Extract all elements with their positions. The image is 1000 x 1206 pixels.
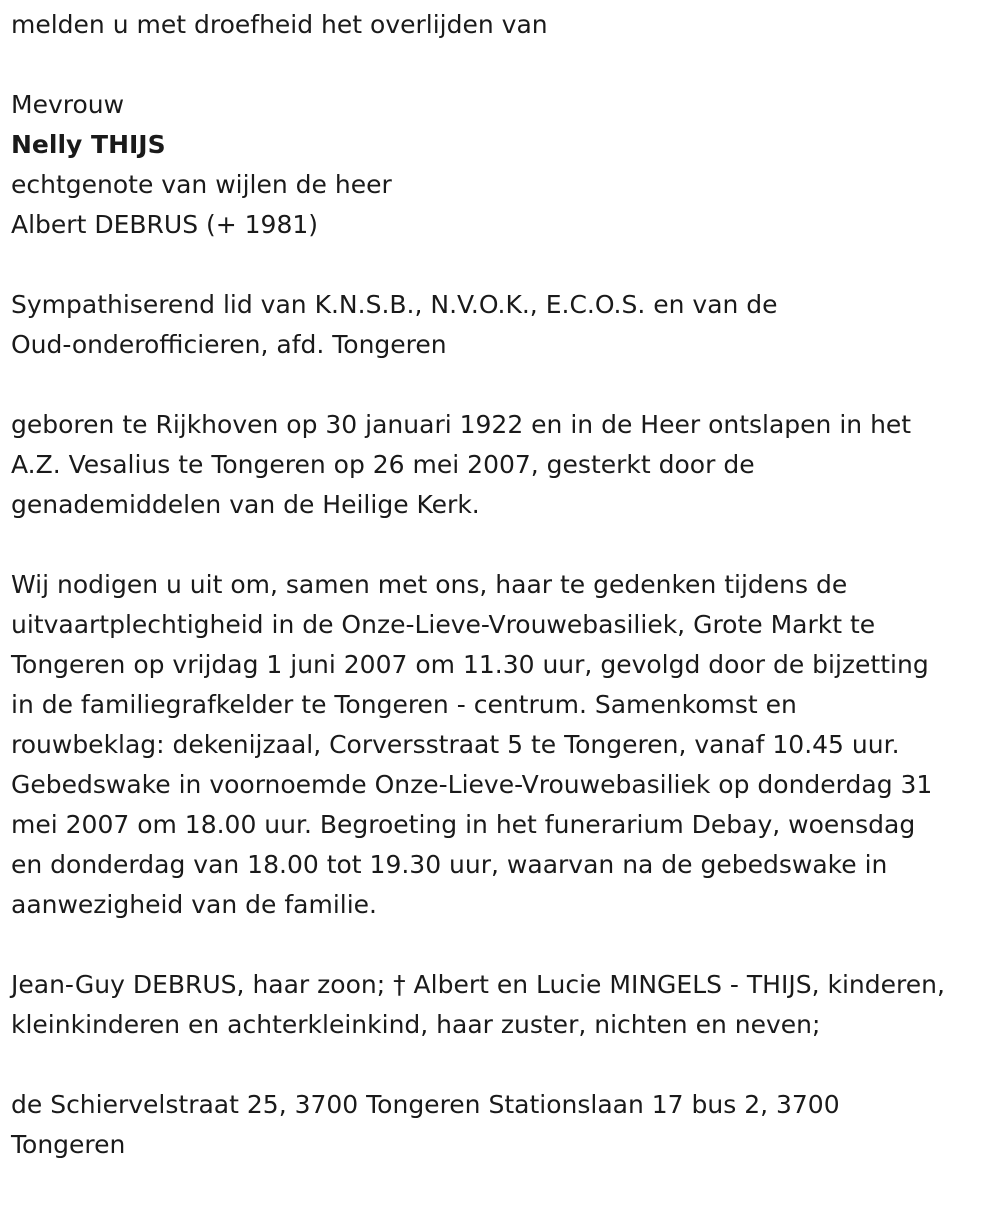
family-line: kleinkinderen en achterkleinkind, haar zuster, nichten en neven; [11,1010,821,1039]
membership-paragraph [11,285,1000,365]
spacer [11,365,1000,405]
birth-death-paragraph [11,405,1000,525]
invitation-line: Gebedswake in voornoemde Onze-Lieve-Vrouwebasiliek op donderdag 31 [11,770,933,799]
spacer [11,925,1000,965]
invitation-line: in de familiegrafkelder te Tongeren - centrum. Samenkomst en [11,690,797,719]
membership-line: Sympathiserend lid van K.N.S.B., N.V.O.K., E.C.O.S. en van de [11,290,778,319]
birth-death-line: geboren te Rijkhoven op 30 januari 1922 en in de Heer ontslapen in het [11,410,912,439]
family-paragraph [11,965,1000,1045]
spacer [11,245,1000,285]
invitation-line: Wij nodigen u uit om, samen met ons, haar te gedenken tijdens de [11,570,848,599]
spouse-line-2: Albert DEBRUS (+ 1981) [11,210,319,239]
address-line: de Schiervelstraat 25, 3700 Tongeren Stationslaan 17 bus 2, 3700 [11,1090,840,1119]
invitation-line: en donderdag van 18.00 tot 19.30 uur, waarvan na de gebedswake in [11,850,888,879]
address-line: Tongeren [11,1130,126,1159]
title-prefix: Mevrouw [11,90,125,119]
birth-death-line: A.Z. Vesalius te Tongeren op 26 mei 2007, gesterkt door de [11,450,755,479]
spacer [11,525,1000,565]
intro-text: melden u met droefheid het overlijden van [11,10,548,39]
invitation-line: mei 2007 om 18.00 uur. Begroeting in het funerarium Debay, woensdag [11,810,916,839]
spacer [11,45,1000,85]
membership-line: Oud-onderofficieren, afd. Tongeren [11,330,447,359]
invitation-line: Tongeren op vrijdag 1 juni 2007 om 11.30 uur, gevolgd door de bijzetting [11,650,929,679]
invitation-line: rouwbeklag: dekenijzaal, Corversstraat 5 te Tongeren, vanaf 10.45 uur. [11,730,900,759]
birth-death-line: genademiddelen van de Heilige Kerk. [11,490,480,519]
spacer [11,1045,1000,1085]
address-paragraph [11,1085,1000,1165]
deceased-name: Nelly THIJS [11,130,166,159]
family-line: Jean-Guy DEBRUS, haar zoon; † Albert en Lucie MINGELS - THIJS, kinderen, [11,970,945,999]
spouse-line-1: echtgenote van wijlen de heer [11,170,392,199]
invitation-line: uitvaartplechtigheid in de Onze-Lieve-Vrouwebasiliek, Grote Markt te [11,610,876,639]
invitation-line: aanwezigheid van de familie. [11,890,377,919]
invitation-paragraph [11,565,1000,925]
